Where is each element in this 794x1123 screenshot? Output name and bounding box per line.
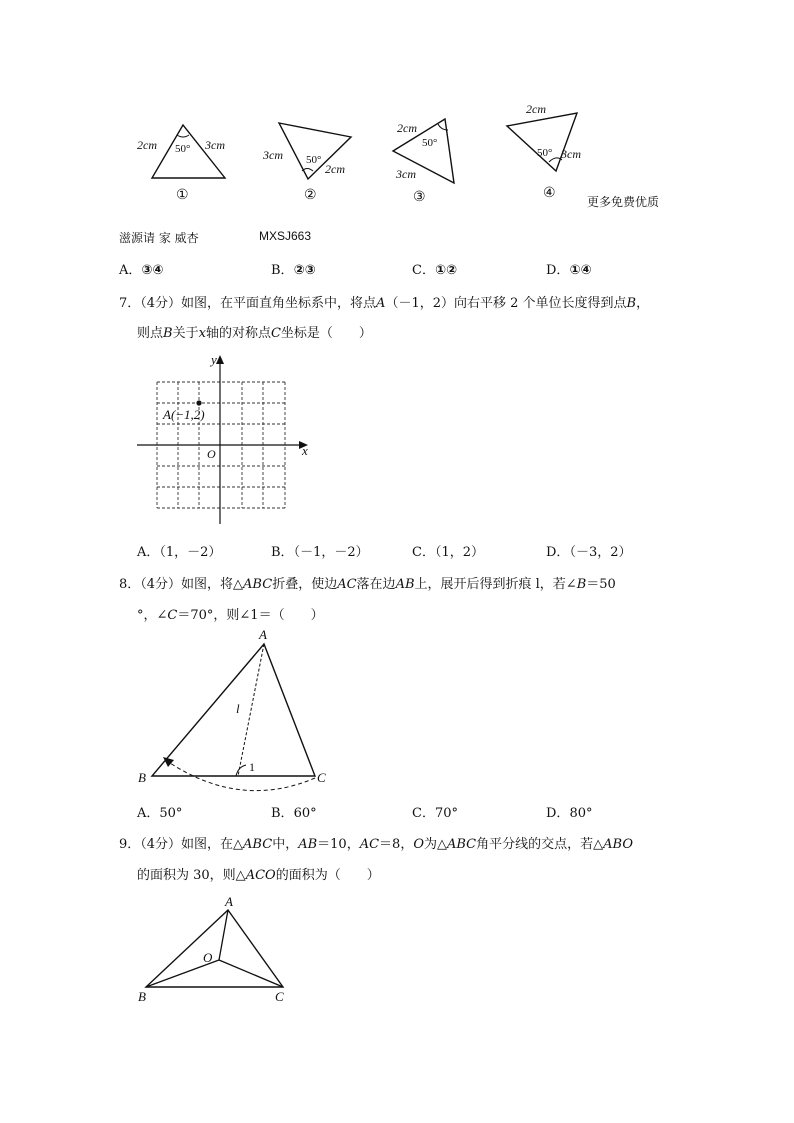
angle-1-arc xyxy=(236,765,246,776)
q8-option-a[interactable] xyxy=(137,802,182,821)
q8-l1-f: AB xyxy=(395,577,415,592)
fold-l-label: l xyxy=(236,701,240,716)
q8-option-a-text: 50° xyxy=(159,806,183,821)
q6-option-b-text: ②③ xyxy=(293,263,316,278)
t4-angle-label: 50° xyxy=(537,147,553,159)
vertex-b-label: B xyxy=(138,989,146,1004)
q6-option-b-label: B． xyxy=(271,263,294,278)
t2-angle-label: 50° xyxy=(306,154,322,166)
t2-right-label: 2cm xyxy=(325,162,345,176)
y-axis-label: y xyxy=(211,352,217,367)
triangle-1 xyxy=(137,125,225,203)
triangle-abc xyxy=(146,910,283,987)
q6-option-d[interactable] xyxy=(546,259,591,278)
q8-option-d-text: 80° xyxy=(569,806,593,821)
q7-stem-line2 xyxy=(137,322,372,341)
q9-l2-c: 的面积为（ ） xyxy=(275,868,380,883)
t2-number: ② xyxy=(304,188,317,203)
q9-stem-line1 xyxy=(119,833,633,852)
q6-option-a[interactable] xyxy=(119,259,163,278)
q9-l2-a: 的面积为 30，则△ xyxy=(137,868,246,883)
q8-l1-g: 上，展开后得到折痕 l，若∠ xyxy=(414,577,577,592)
q9-l1-b: ABC xyxy=(243,837,273,852)
q7-option-d-text: （－3，2） xyxy=(569,545,632,560)
t1-right-label: 3cm xyxy=(205,138,225,152)
q7-l2-b: B xyxy=(163,326,173,341)
q7-option-b[interactable] xyxy=(271,541,369,560)
watermark-code: MXSJ663 xyxy=(259,229,312,243)
q6-option-c-text: ①② xyxy=(434,263,457,278)
q6-option-a-text: ③④ xyxy=(141,263,164,278)
triangle-4 xyxy=(507,102,581,201)
t4-number: ④ xyxy=(543,186,556,201)
t3-bottom-label: 3cm xyxy=(396,167,416,181)
q7-option-d-label: D． xyxy=(546,545,570,560)
q8-option-d[interactable] xyxy=(546,802,592,821)
t4-top-label: 2cm xyxy=(526,102,546,116)
q9-l1-k: 角平分线的交点，若△ xyxy=(476,837,604,852)
q7-l2-f: C xyxy=(270,326,281,341)
q7-l1-a: 7．（4分）如图，在平面直角坐标系中，将点 xyxy=(119,296,377,311)
t2-left-label: 3cm xyxy=(263,148,283,162)
x-axis-label: x xyxy=(302,443,308,458)
q7-option-c[interactable] xyxy=(412,541,484,560)
q9-l1-i: 为△ xyxy=(424,837,447,852)
q7-option-d[interactable] xyxy=(546,541,631,560)
q7-option-b-label: B． xyxy=(271,545,294,560)
q7-option-c-label: C． xyxy=(412,545,435,560)
y-axis-arrow xyxy=(216,355,224,364)
q8-l1-a: 8．（4分）如图，将△ xyxy=(119,577,244,592)
vertex-c-label: C xyxy=(275,989,284,1004)
q9-l2-b: ACO xyxy=(245,868,276,883)
q9-l1-f: AC xyxy=(359,837,380,852)
q9-l1-l: ABO xyxy=(603,837,633,852)
q6-figure xyxy=(0,0,794,220)
q8-l1-i: ＝50 xyxy=(586,577,616,592)
q8-l1-b: ABC xyxy=(243,577,273,592)
point-o-label: O xyxy=(203,950,213,965)
q9-l1-g: ＝8， xyxy=(379,837,414,852)
q7-option-a[interactable] xyxy=(137,541,221,560)
q9-stem-line2 xyxy=(137,864,380,883)
q7-option-a-label: A． xyxy=(137,545,160,560)
q7-l2-a: 则点 xyxy=(137,326,164,341)
t1-left-label: 2cm xyxy=(137,138,157,152)
t3-top-label: 2cm xyxy=(397,121,417,135)
vertex-a-label: A xyxy=(225,894,233,909)
q9-l1-d: AB xyxy=(298,837,318,852)
q8-option-d-label: D． xyxy=(546,806,570,821)
origin-label: O xyxy=(207,447,216,461)
q8-l1-d: AC xyxy=(337,577,357,592)
fold-line-l xyxy=(238,644,264,776)
triangle-abc xyxy=(152,644,315,776)
watermark-more: 更多免费优质 xyxy=(587,195,660,209)
q7-l1-e: ， xyxy=(636,296,650,311)
q7-l1-d: B xyxy=(626,296,637,311)
q7-option-a-text: （1，－2） xyxy=(159,545,222,560)
q9-l1-h: O xyxy=(413,837,424,852)
q7-l1-c: （－1，2）向右平移 2 个单位长度得到点 xyxy=(385,296,627,311)
q6-option-a-label: A． xyxy=(119,263,142,278)
triangle-2 xyxy=(262,123,351,203)
point-a xyxy=(196,400,201,405)
vertex-b-label: B xyxy=(138,770,146,785)
q8-option-c[interactable] xyxy=(412,802,458,821)
t1-number: ① xyxy=(176,188,189,203)
q7-l2-e: 轴的对称点 xyxy=(205,326,271,341)
q8-l2-a: °，∠ xyxy=(137,608,168,623)
q9-l1-j: ABC xyxy=(447,837,477,852)
q8-l1-e: 落在边 xyxy=(356,577,396,592)
q7-l1-b: A xyxy=(376,296,386,311)
q7-option-b-text: （－1，－2） xyxy=(293,545,369,560)
q6-option-d-text: ①④ xyxy=(569,263,592,278)
t4-right-label: 3cm xyxy=(561,147,581,161)
t3-number: ③ xyxy=(413,190,426,205)
q8-stem-line1 xyxy=(119,573,616,592)
q6-option-b[interactable] xyxy=(271,259,316,278)
q8-l1-c: 折叠，使边 xyxy=(272,577,338,592)
q8-option-a-label: A． xyxy=(137,806,160,821)
q7-coordinate-figure xyxy=(0,345,794,565)
q8-option-b-label: B． xyxy=(271,806,294,821)
angle-1-label: 1 xyxy=(249,760,255,774)
q9-bisector-figure xyxy=(0,890,794,1020)
q8-l1-h: B xyxy=(576,577,587,592)
point-a-label: A(−1,2) xyxy=(163,407,205,422)
q6-option-d-label: D． xyxy=(546,263,570,278)
q6-option-c-label: C． xyxy=(412,263,435,278)
q8-l2-b: C xyxy=(167,608,178,623)
t3-angle-label: 50° xyxy=(422,137,438,149)
q8-fold-figure xyxy=(0,620,794,800)
q8-l2-c: ＝70°，则∠1＝（ ） xyxy=(177,608,324,623)
q8-option-b-text: 60° xyxy=(293,806,317,821)
vertex-a-label: A xyxy=(259,627,267,642)
triangle-3 xyxy=(393,119,454,205)
q9-l1-a: 9．（4分）如图，在△ xyxy=(119,837,244,852)
q8-option-c-text: 70° xyxy=(434,806,458,821)
q8-option-c-label: C． xyxy=(412,806,435,821)
q7-l2-d: x xyxy=(198,326,206,341)
q9-l1-c: 中， xyxy=(272,837,299,852)
t1-angle-label: 50° xyxy=(175,143,191,155)
q8-option-b[interactable] xyxy=(271,802,317,821)
q7-l2-g: 坐标是（ ） xyxy=(280,326,372,341)
q7-option-c-text: （1，2） xyxy=(434,545,484,560)
q6-option-c[interactable] xyxy=(412,259,457,278)
q9-l1-e: ＝10， xyxy=(317,837,360,852)
q7-stem-line1 xyxy=(119,292,649,311)
vertex-c-label: C xyxy=(317,770,326,785)
watermark-line: 滋源请 家 威杏 xyxy=(119,231,199,245)
q7-l2-c: 关于 xyxy=(172,326,199,341)
